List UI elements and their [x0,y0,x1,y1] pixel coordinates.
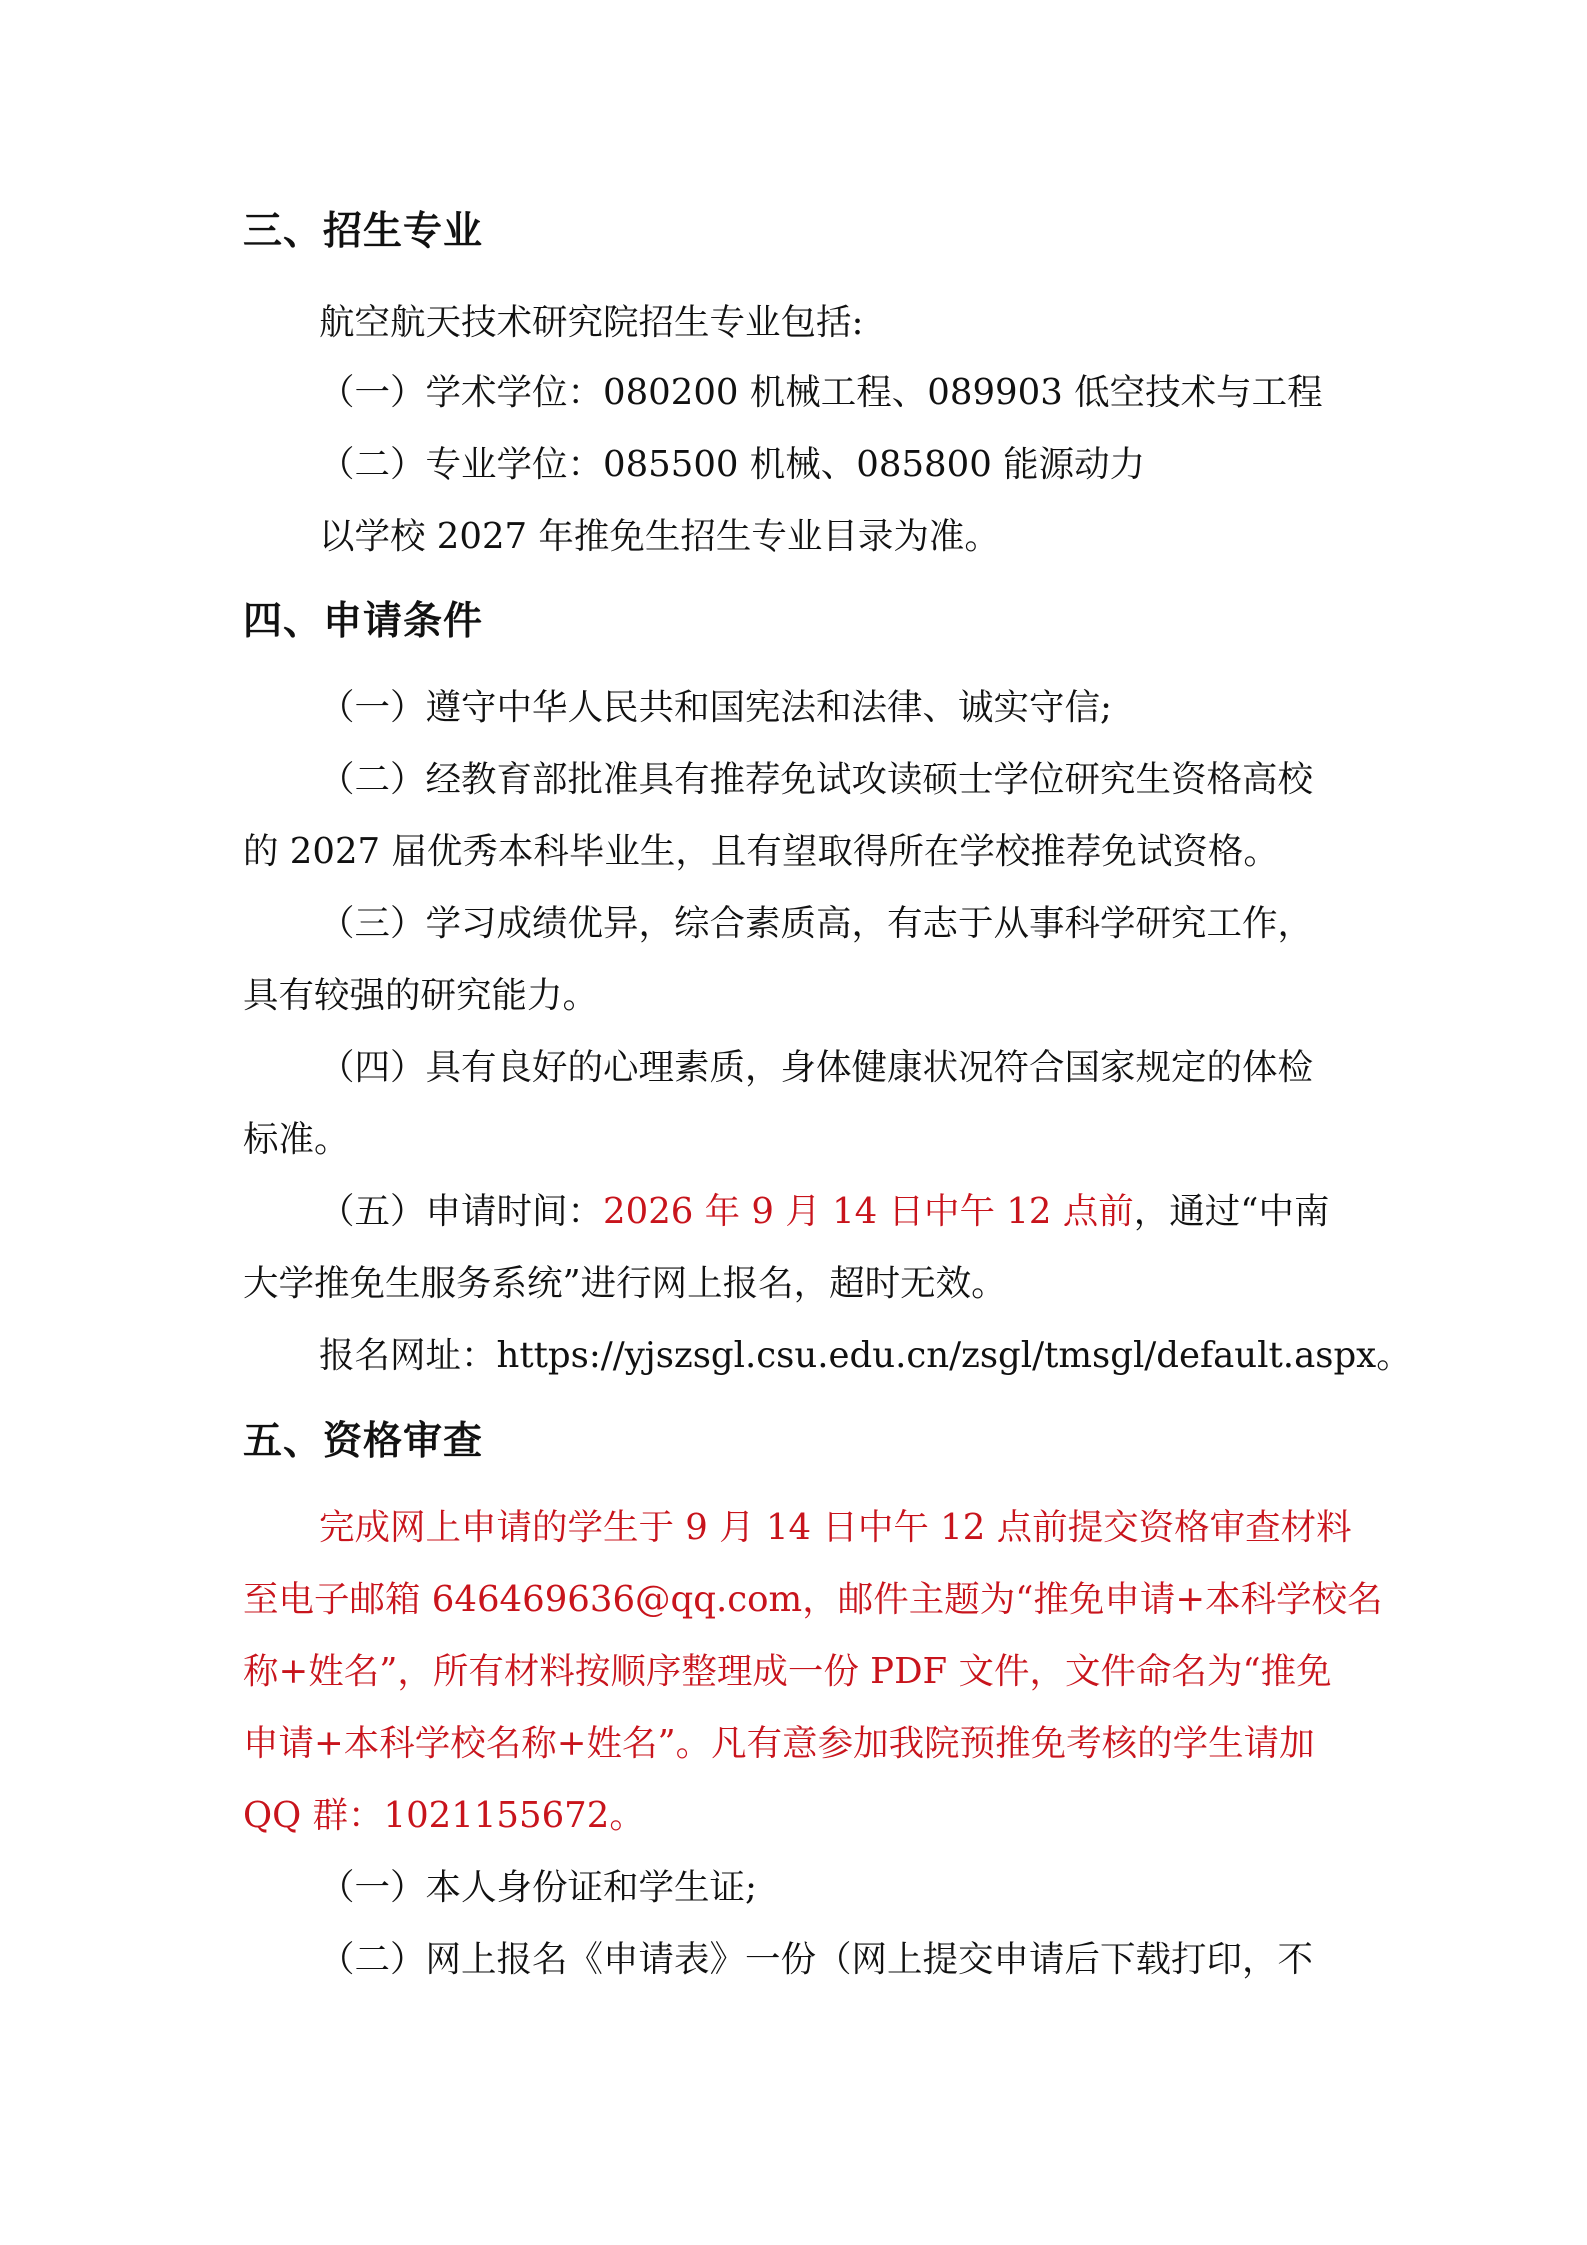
majors-academic-degree: （一）学术学位：080200 机械工程、089903 低空技术与工程 [319,372,1323,413]
deadline-highlight: 2026 年 9 月 14 日中午 12 点前 [603,1191,1134,1232]
requirement-2-line-1: （二）经教育部批准具有推荐免试攻读硕士学位研究生资格高校 [319,759,1314,800]
review-notice-line-1: 完成网上申请的学生于 9 月 14 日中午 12 点前提交资格审查材料 [319,1507,1352,1548]
section-heading-majors: 三、招生专业 [243,209,484,254]
requirement-5-line-1 [319,1187,1329,1237]
majors-intro: 航空航天技术研究院招生专业包括: [319,302,864,343]
review-notice-line-5: QQ 群：1021155672。 [243,1795,645,1836]
requirement-4-line-1: （四）具有良好的心理素质，身体健康状况符合国家规定的体检 [319,1047,1314,1088]
material-1: （一）本人身份证和学生证; [319,1867,757,1908]
requirement-4-line-2: 标准。 [243,1119,350,1160]
review-notice-line-2: 至电子邮箱 646469636@qq.com，邮件主题为“推免申请+本科学校名 [243,1579,1383,1620]
review-notice-line-3: 称+姓名”，所有材料按顺序整理成一份 PDF 文件，文件命名为“推免 [243,1651,1332,1692]
review-notice-line-4: 申请+本科学校名称+姓名”。凡有意参加我院预推免考核的学生请加 [243,1723,1315,1764]
registration-url: 报名网址：https://yjszsgl.csu.edu.cn/zsgl/tmsgl/default.aspx。 [319,1335,1412,1376]
deadline-label: （五）申请时间： [319,1191,604,1232]
requirement-2-line-2: 的 2027 届优秀本科毕业生，且有望取得所在学校推荐免试资格。 [243,831,1279,872]
deadline-suffix: ，通过“中南 [1133,1191,1330,1232]
section-heading-requirements: 四、申请条件 [243,599,484,644]
requirement-5-line-2: 大学推免生服务系统”进行网上报名，超时无效。 [243,1263,1007,1304]
section-heading-review: 五、资格审查 [243,1419,484,1464]
requirement-3-line-2: 具有较强的研究能力。 [243,975,599,1016]
material-2: （二）网上报名《申请表》一份（网上提交申请后下载打印，不 [319,1939,1314,1980]
requirement-3-line-1: （三）学习成绩优异，综合素质高，有志于从事科学研究工作， [319,903,1314,944]
majors-professional-degree: （二）专业学位：085500 机械、085800 能源动力 [319,444,1146,485]
requirement-1: （一）遵守中华人民共和国宪法和法律、诚实守信; [319,687,1112,728]
majors-catalog-note: 以学校 2027 年推免生招生专业目录为准。 [319,516,1000,557]
